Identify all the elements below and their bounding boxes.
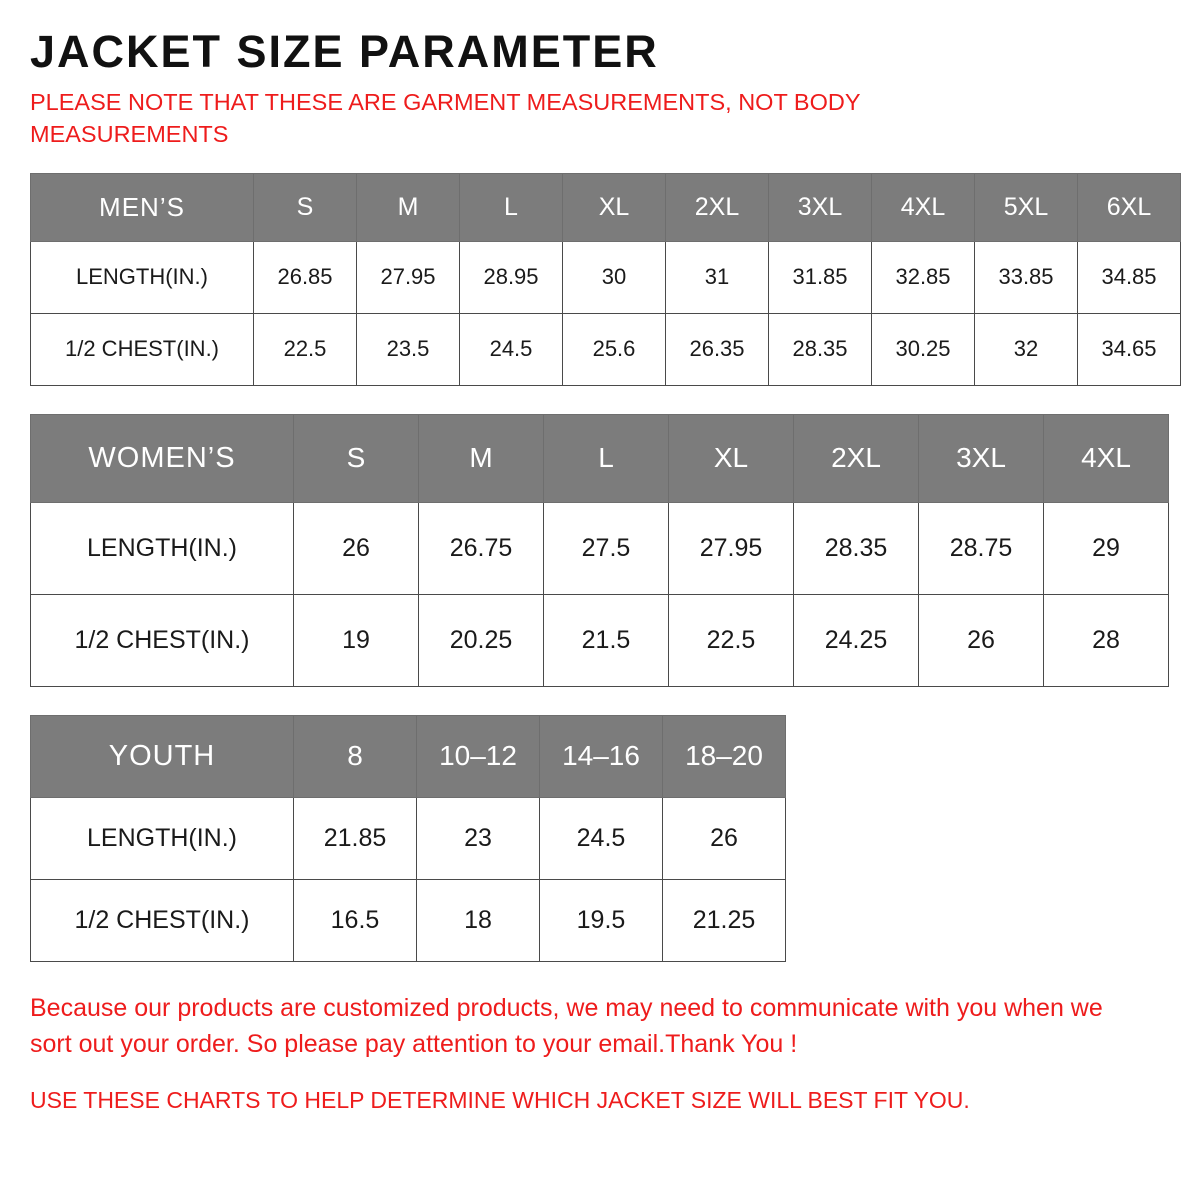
measurement-cell: 20.25 (419, 594, 544, 686)
table-header-row (31, 715, 786, 797)
table-row (31, 879, 786, 961)
measurement-cell: 30.25 (872, 313, 975, 385)
measurement-cell: 33.85 (975, 241, 1078, 313)
measurement-cell: 26 (663, 797, 786, 879)
customization-notice: Because our products are customized products, we may need to communicate with you when we sort out your order. So please pay attention to your email.Thank You ! (30, 993, 1103, 1058)
size-header-cell: 3XL (919, 414, 1044, 502)
size-header-cell: S (254, 173, 357, 241)
size-header-cell: L (460, 173, 563, 241)
size-header-cell: XL (563, 173, 666, 241)
measurement-cell: 27.95 (669, 502, 794, 594)
measurement-cell: 18 (417, 879, 540, 961)
measurement-cell: 22.5 (254, 313, 357, 385)
mens-size-table (30, 173, 1181, 386)
table-row (31, 313, 1181, 385)
size-header-cell: M (357, 173, 460, 241)
page-title: JACKET SIZE PARAMETER (30, 26, 659, 77)
size-header-cell: 18–20 (663, 715, 786, 797)
measurement-cell: 34.65 (1078, 313, 1181, 385)
measurement-cell: 26 (919, 594, 1044, 686)
measurement-cell: 22.5 (669, 594, 794, 686)
measurement-cell: 26.35 (666, 313, 769, 385)
size-header-cell: M (419, 414, 544, 502)
row-label: 1/2 CHEST(IN.) (31, 879, 294, 961)
measurement-cell: 32 (975, 313, 1078, 385)
size-header-cell: 4XL (872, 173, 975, 241)
size-header-cell: 8 (294, 715, 417, 797)
measurement-cell: 26.75 (419, 502, 544, 594)
womens-table-label: WOMEN’S (31, 414, 294, 502)
measurement-cell: 19.5 (540, 879, 663, 961)
measurement-cell: 26 (294, 502, 419, 594)
size-header-cell: S (294, 414, 419, 502)
measurement-cell: 25.6 (563, 313, 666, 385)
row-label: LENGTH(IN.) (31, 502, 294, 594)
measurement-cell: 29 (1044, 502, 1169, 594)
measurement-cell: 31.85 (769, 241, 872, 313)
womens-size-table (30, 414, 1169, 687)
table-header-row (31, 414, 1169, 502)
measurement-cell: 24.5 (540, 797, 663, 879)
measurement-cell: 27.95 (357, 241, 460, 313)
measurement-cell: 16.5 (294, 879, 417, 961)
measurement-cell: 26.85 (254, 241, 357, 313)
size-header-cell: 6XL (1078, 173, 1181, 241)
size-header-cell: L (544, 414, 669, 502)
table-row (31, 594, 1169, 686)
measurement-cell: 21.5 (544, 594, 669, 686)
row-label: LENGTH(IN.) (31, 241, 254, 313)
row-label: 1/2 CHEST(IN.) (31, 594, 294, 686)
size-header-cell: XL (669, 414, 794, 502)
table-row (31, 502, 1169, 594)
mens-table-label: MEN’S (31, 173, 254, 241)
chart-usage-notice: USE THESE CHARTS TO HELP DETERMINE WHICH JACKET SIZE WILL BEST FIT YOU. (30, 1087, 970, 1114)
measurement-cell: 31 (666, 241, 769, 313)
size-header-cell: 3XL (769, 173, 872, 241)
table-row (31, 241, 1181, 313)
youth-size-table (30, 715, 786, 962)
measurement-note: PLEASE NOTE THAT THESE ARE GARMENT MEASUREMENTS, NOT BODY MEASUREMENTS (30, 89, 861, 147)
row-label: LENGTH(IN.) (31, 797, 294, 879)
measurement-cell: 23.5 (357, 313, 460, 385)
table-header-row (31, 173, 1181, 241)
measurement-cell: 28.35 (794, 502, 919, 594)
measurement-cell: 23 (417, 797, 540, 879)
measurement-cell: 21.25 (663, 879, 786, 961)
measurement-cell: 34.85 (1078, 241, 1181, 313)
size-header-cell: 2XL (794, 414, 919, 502)
size-header-cell: 5XL (975, 173, 1078, 241)
row-label: 1/2 CHEST(IN.) (31, 313, 254, 385)
measurement-cell: 28.35 (769, 313, 872, 385)
measurement-cell: 32.85 (872, 241, 975, 313)
measurement-cell: 28.75 (919, 502, 1044, 594)
measurement-cell: 27.5 (544, 502, 669, 594)
measurement-cell: 30 (563, 241, 666, 313)
size-header-cell: 10–12 (417, 715, 540, 797)
size-header-cell: 4XL (1044, 414, 1169, 502)
measurement-cell: 24.25 (794, 594, 919, 686)
table-row (31, 797, 786, 879)
measurement-cell: 19 (294, 594, 419, 686)
size-header-cell: 2XL (666, 173, 769, 241)
measurement-cell: 24.5 (460, 313, 563, 385)
size-header-cell: 14–16 (540, 715, 663, 797)
youth-table-label: YOUTH (31, 715, 294, 797)
measurement-cell: 28.95 (460, 241, 563, 313)
measurement-cell: 28 (1044, 594, 1169, 686)
measurement-cell: 21.85 (294, 797, 417, 879)
